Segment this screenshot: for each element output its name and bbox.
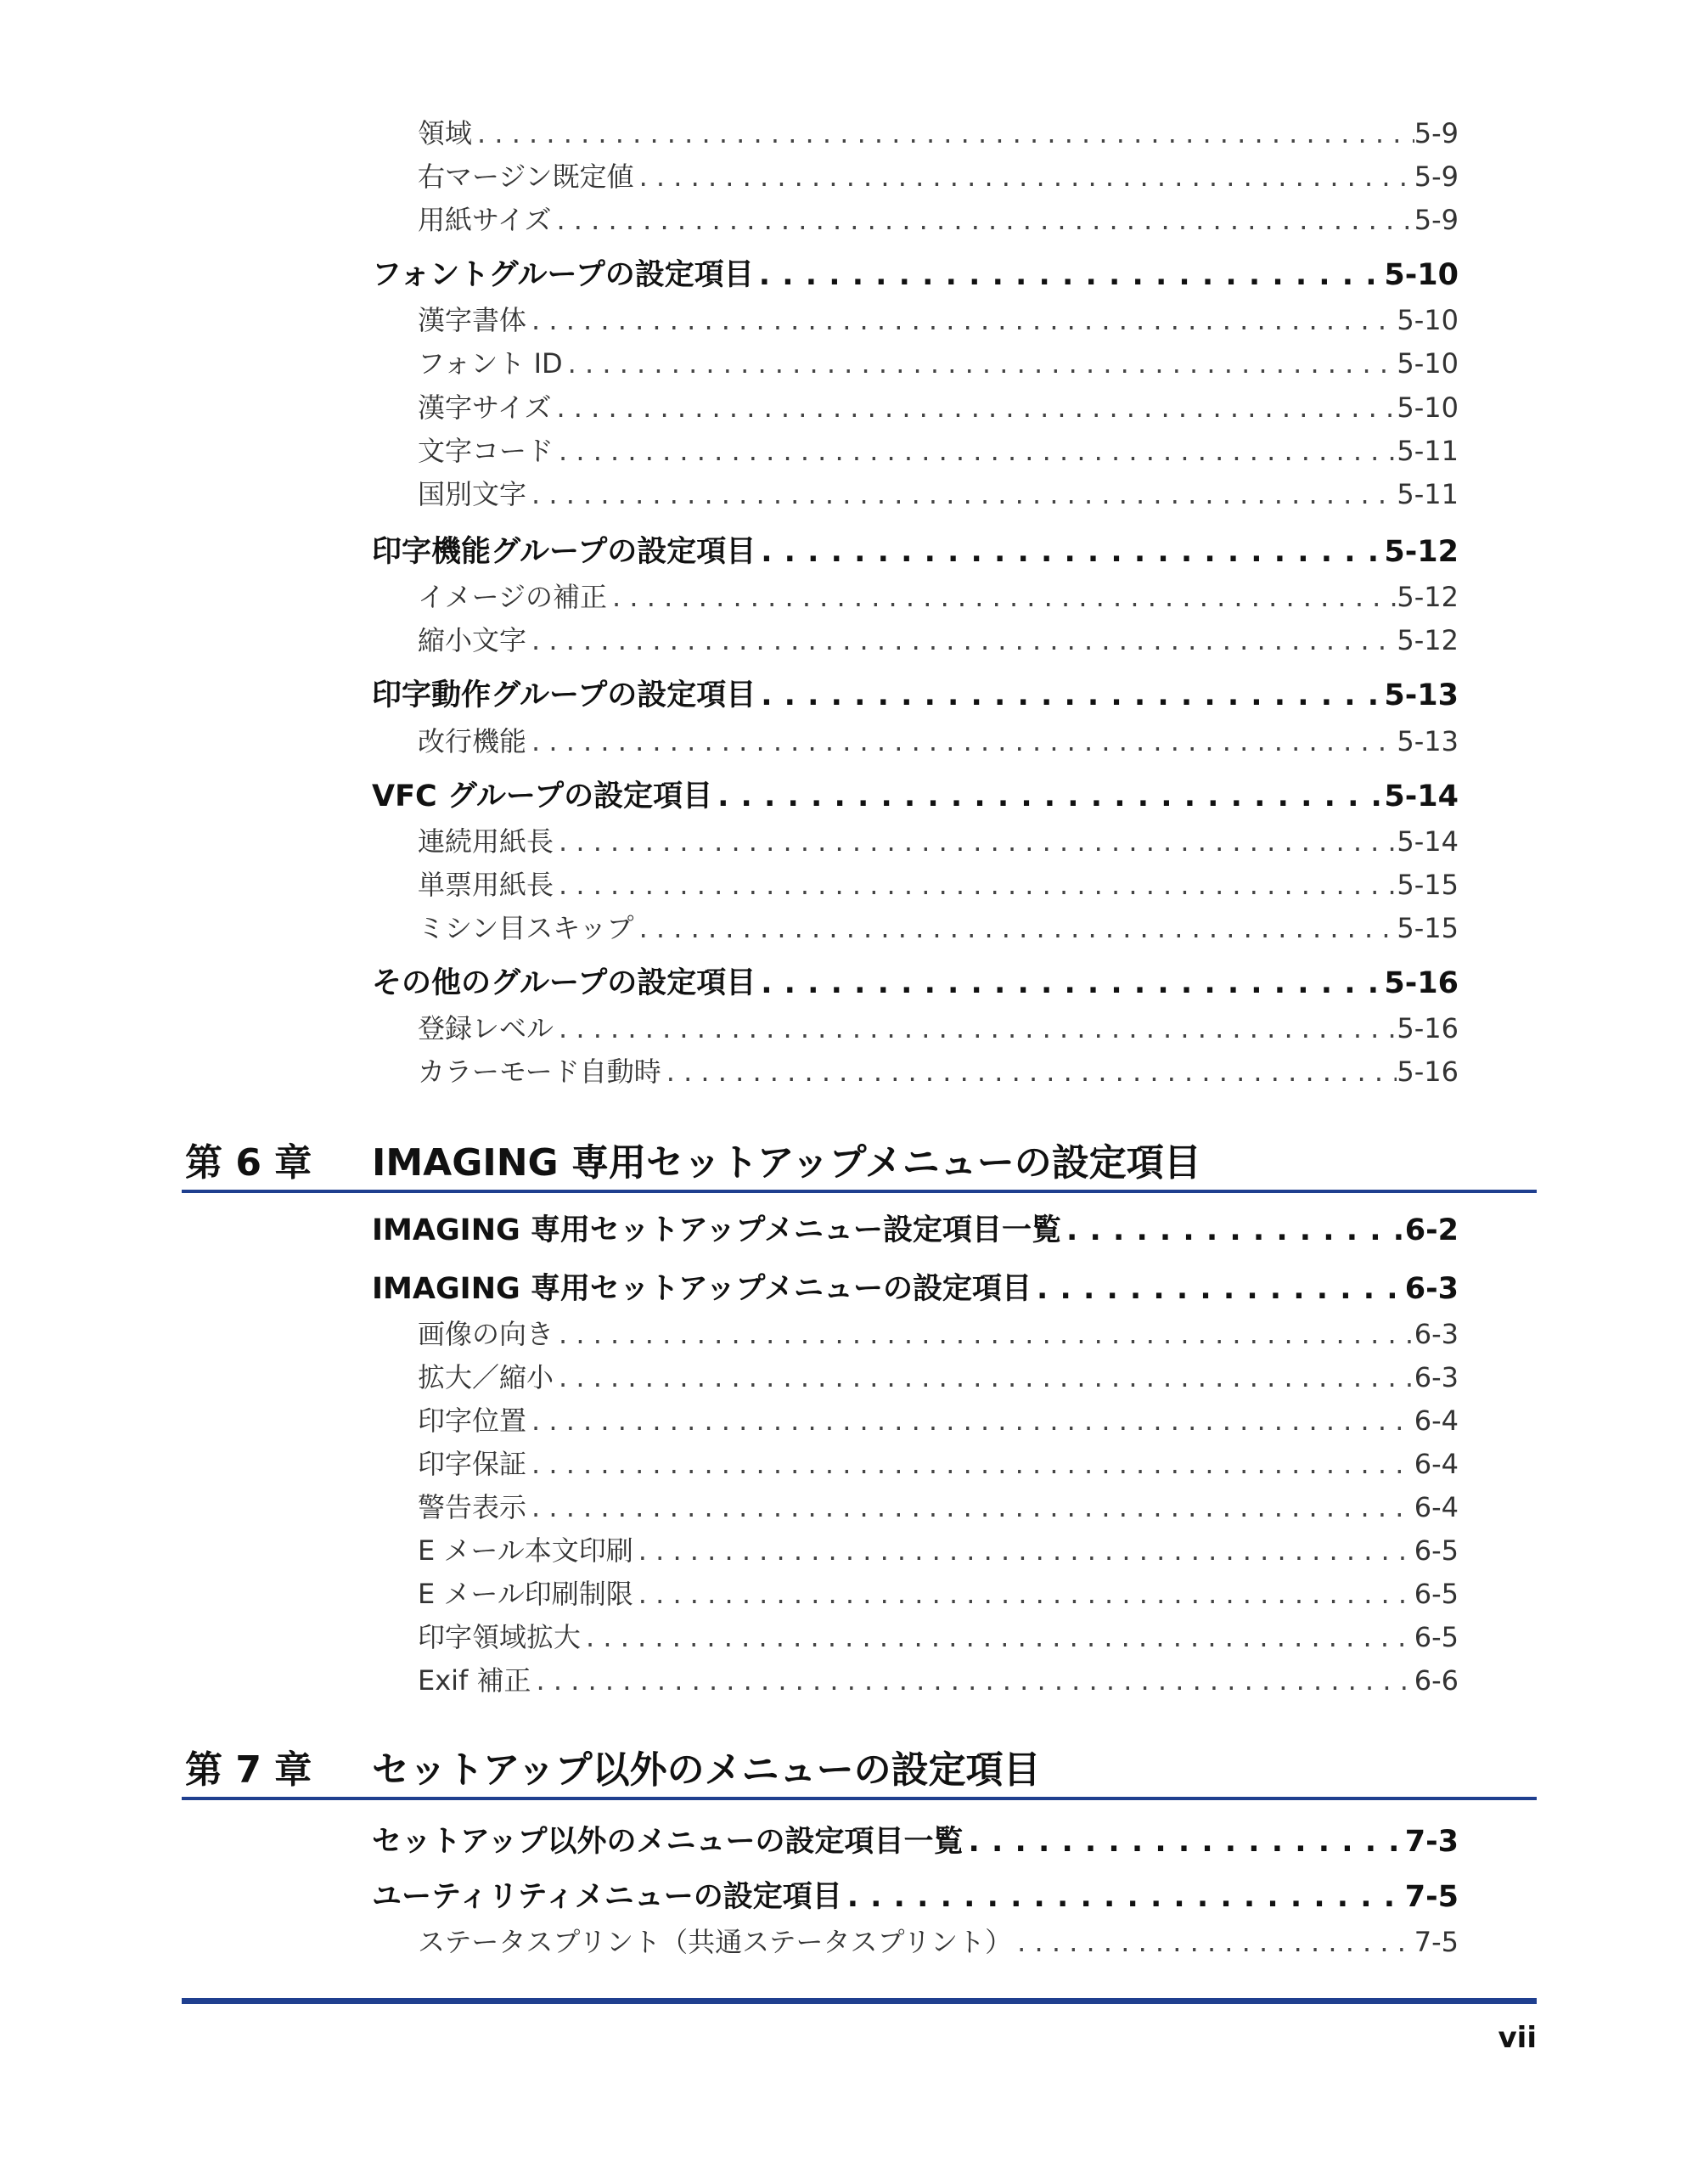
page-ref: 6-4 (1414, 1448, 1459, 1480)
entry-title: 印字領域拡大 (418, 1621, 582, 1653)
entry-title: ステータスプリント（共通ステータスプリント） (418, 1926, 1013, 1958)
entry-title: 用紙サイズ (418, 204, 552, 236)
page-ref: 6-6 (1414, 1664, 1459, 1697)
toc-section-entry[interactable] (372, 1873, 1459, 1916)
toc-entry[interactable] (418, 342, 1459, 380)
dot-leader (607, 581, 1397, 613)
dot-leader (964, 1825, 1405, 1859)
toc-entry[interactable] (418, 199, 1459, 236)
entry-title: 警告表示 (418, 1491, 527, 1523)
dot-leader (842, 1880, 1405, 1914)
entry-title: 改行機能 (418, 725, 527, 757)
dot-leader (531, 1664, 1414, 1697)
dot-leader (554, 1012, 1397, 1044)
entry-title: VFC グループの設定項目 (372, 780, 713, 813)
dot-leader (526, 1404, 1414, 1437)
page-ref: 5-10 (1397, 391, 1459, 424)
dot-leader (554, 869, 1397, 901)
toc-section-entry[interactable] (372, 960, 1459, 1002)
dot-leader (554, 435, 1397, 467)
page-ref: 5-15 (1397, 912, 1459, 944)
entry-title: E メール本文印刷 (418, 1534, 633, 1567)
page-ref: 5-10 (1397, 304, 1459, 336)
toc-entry[interactable] (418, 1529, 1459, 1567)
toc-section-entry[interactable] (372, 251, 1459, 294)
page-ref: 6-5 (1414, 1534, 1459, 1567)
page-ref: 6-3 (1404, 1272, 1459, 1306)
entry-title: Exif 補正 (418, 1664, 531, 1697)
toc-entry[interactable] (418, 1399, 1459, 1437)
entry-title: ユーティリティメニューの設定項目 (372, 1880, 842, 1914)
toc-entry[interactable] (418, 1007, 1459, 1044)
entry-title: 縮小文字 (418, 624, 527, 656)
page-ref: 5-9 (1414, 204, 1459, 236)
toc-entry[interactable] (418, 1486, 1459, 1523)
toc-entry[interactable] (418, 1356, 1459, 1393)
dot-leader (1032, 1272, 1405, 1306)
toc-entry[interactable] (418, 1921, 1459, 1958)
entry-title: 印字動作グループの設定項目 (372, 678, 756, 712)
page-ref: 6-4 (1414, 1404, 1459, 1437)
page-ref: 5-11 (1397, 478, 1459, 510)
toc-entry[interactable] (418, 1616, 1459, 1653)
page-ref: 6-2 (1404, 1213, 1459, 1247)
toc-entry[interactable] (418, 820, 1459, 858)
chapter-number: 第 6 章 (185, 1141, 312, 1185)
dot-leader (634, 160, 1414, 193)
dot-leader (526, 1448, 1414, 1480)
toc-section-entry[interactable] (372, 773, 1459, 815)
dot-leader (554, 825, 1397, 858)
toc-entry[interactable] (418, 619, 1459, 656)
entry-title: カラーモード自動時 (418, 1055, 661, 1088)
dot-leader (1061, 1213, 1405, 1247)
dot-leader (1012, 1926, 1414, 1958)
entry-title: フォントグループの設定項目 (372, 258, 754, 292)
toc-section-entry[interactable] (372, 1818, 1459, 1860)
toc-entry[interactable] (418, 720, 1459, 757)
toc-entry[interactable] (418, 386, 1459, 424)
toc-entry[interactable] (418, 299, 1459, 336)
dot-leader (661, 1055, 1397, 1088)
entry-title: IMAGING 専用セットアップメニューの設定項目 (372, 1272, 1032, 1306)
dot-leader (712, 780, 1384, 813)
page-ref: 6-4 (1414, 1491, 1459, 1523)
dot-leader (551, 204, 1414, 236)
page-ref: 5-13 (1397, 725, 1459, 757)
page-ref: 5-14 (1384, 780, 1459, 813)
page-ref: 7-3 (1404, 1825, 1459, 1859)
entry-title: 連続用紙長 (418, 825, 554, 858)
dot-leader (633, 1534, 1414, 1567)
page-ref: 5-12 (1384, 535, 1459, 569)
entry-title: 漢字サイズ (418, 391, 552, 424)
dot-leader (526, 478, 1397, 510)
entry-title: イメージの補正 (418, 581, 608, 613)
toc-entry[interactable] (418, 1573, 1459, 1610)
toc-entry[interactable] (418, 907, 1459, 944)
entry-title: IMAGING 専用セットアップメニュー設定項目一覧 (372, 1213, 1061, 1247)
toc-entry[interactable] (418, 1659, 1459, 1697)
toc-entry[interactable] (418, 1443, 1459, 1480)
dot-leader (756, 535, 1384, 569)
entry-title: セットアップ以外のメニューの設定項目一覧 (372, 1825, 964, 1859)
entry-title: 印字位置 (418, 1404, 527, 1437)
page-ref: 5-16 (1397, 1055, 1459, 1088)
dot-leader (526, 725, 1397, 757)
footer-rule (182, 1998, 1537, 2004)
page-number: vii (1498, 2021, 1537, 2055)
toc-entry[interactable] (418, 576, 1459, 613)
page-ref: 6-5 (1414, 1578, 1459, 1610)
dot-leader (581, 1621, 1414, 1653)
chapter-heading (182, 1732, 1537, 1800)
entry-title: フォント ID (418, 347, 563, 380)
dot-leader (756, 966, 1384, 1000)
page-ref: 7-5 (1414, 1926, 1459, 1958)
page-ref: 7-5 (1404, 1880, 1459, 1914)
toc-entry[interactable] (418, 112, 1459, 149)
entry-title: E メール印刷制限 (418, 1578, 633, 1610)
page-ref: 6-3 (1414, 1361, 1459, 1393)
chapter-title: セットアップ以外のメニューの設定項目 (372, 1748, 1041, 1792)
toc-entry[interactable] (418, 155, 1459, 193)
toc-entry[interactable] (418, 1050, 1459, 1088)
page-ref: 5-13 (1384, 678, 1459, 712)
page-ref: 5-16 (1384, 966, 1459, 1000)
entry-title: その他のグループの設定項目 (372, 966, 756, 1000)
toc-entry[interactable] (418, 864, 1459, 901)
dot-leader (634, 912, 1397, 944)
toc-section-entry[interactable] (372, 528, 1459, 571)
page-ref: 6-3 (1414, 1318, 1459, 1350)
page-ref: 5-11 (1397, 435, 1459, 467)
entry-title: 画像の向き (418, 1318, 554, 1350)
dot-leader (472, 117, 1414, 149)
page-ref: 6-5 (1414, 1621, 1459, 1653)
page-ref: 5-14 (1397, 825, 1459, 858)
toc-entry[interactable] (418, 473, 1459, 510)
entry-title: 文字コード (418, 435, 554, 467)
page-ref: 5-12 (1397, 581, 1459, 613)
page-ref: 5-9 (1414, 160, 1459, 193)
page-ref: 5-10 (1397, 347, 1459, 380)
page-ref: 5-15 (1397, 869, 1459, 901)
dot-leader (526, 1491, 1414, 1523)
toc-entry[interactable] (418, 430, 1459, 467)
toc-section-entry[interactable] (372, 1207, 1459, 1249)
toc-section-entry[interactable] (372, 672, 1459, 714)
dot-leader (526, 304, 1397, 336)
entry-title: 領域 (418, 117, 473, 149)
entry-title: 印字機能グループの設定項目 (372, 535, 756, 569)
chapter-heading (182, 1125, 1537, 1193)
dot-leader (563, 347, 1397, 380)
entry-title: 単票用紙長 (418, 869, 554, 901)
toc-section-entry[interactable] (372, 1265, 1459, 1308)
toc-entry[interactable] (418, 1313, 1459, 1350)
page-ref: 5-16 (1397, 1012, 1459, 1044)
entry-title: ミシン目スキップ (418, 912, 634, 944)
dot-leader (554, 1361, 1414, 1393)
dot-leader (526, 624, 1397, 656)
page-ref: 5-9 (1414, 117, 1459, 149)
dot-leader (756, 678, 1384, 712)
entry-title: 国別文字 (418, 478, 527, 510)
chapter-title: IMAGING 専用セットアップメニューの設定項目 (372, 1141, 1201, 1185)
entry-title: 漢字書体 (418, 304, 527, 336)
dot-leader (754, 258, 1385, 292)
entry-title: 印字保証 (418, 1448, 527, 1480)
page-ref: 5-12 (1397, 624, 1459, 656)
entry-title: 登録レベル (418, 1012, 554, 1044)
page-ref: 5-10 (1384, 258, 1459, 292)
entry-title: 拡大／縮小 (418, 1361, 554, 1393)
dot-leader (551, 391, 1397, 424)
chapter-number: 第 7 章 (185, 1748, 312, 1792)
entry-title: 右マージン既定値 (418, 160, 634, 193)
dot-leader (633, 1578, 1414, 1610)
dot-leader (554, 1318, 1414, 1350)
